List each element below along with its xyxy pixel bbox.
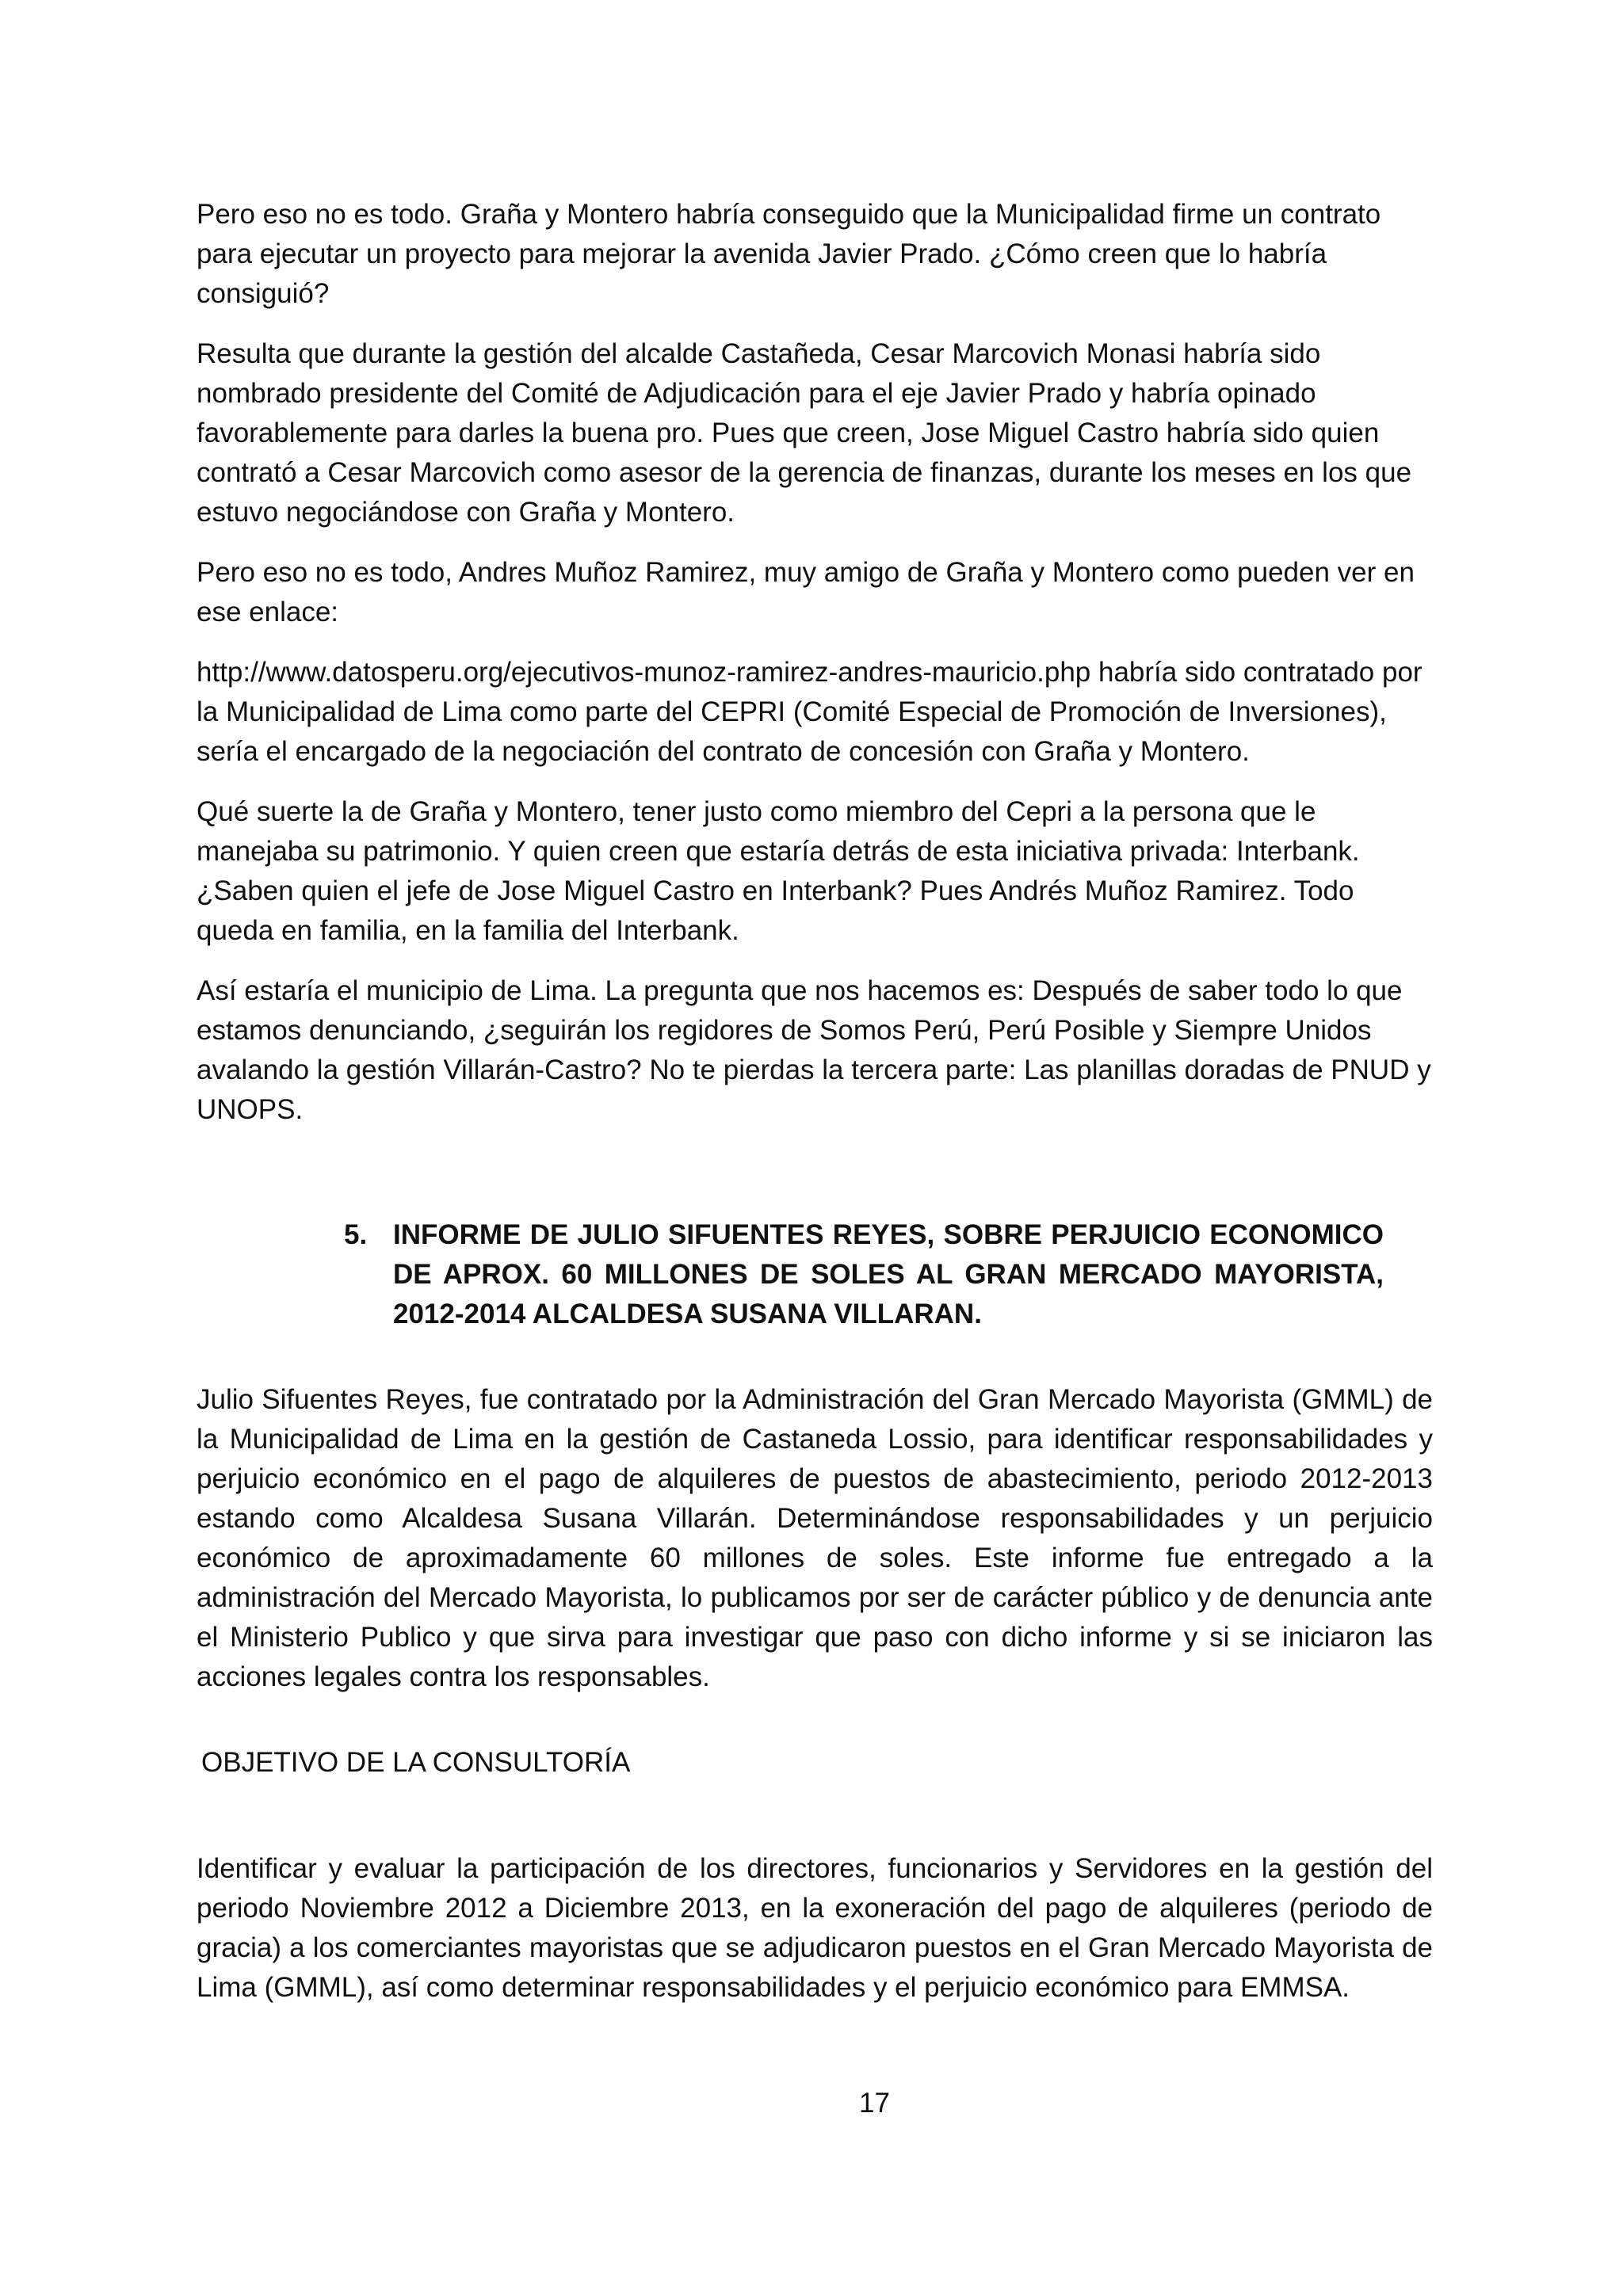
section-label-objetivo: OBJETIVO DE LA CONSULTORÍA (201, 1747, 631, 1778)
paragraph-report: Julio Sifuentes Reyes, fue contratado por la Administración del Gran Mercado Mayorista (GMML) de la Municipalidad de Lima en la gestión de Castaneda Lossio, para identificar responsabilidades y perjuicio económico en el pago de alquileres de puestos de abastecimiento, periodo 2012-2013 estando como Alcaldesa Susana Villarán. Determinándose responsabilidades y un perjuicio económico de aproximadamente 60 millones de soles. Este informe fue entregado a la administración del Mercado Mayorista, lo publicamos por ser de carácter público y de denuncia ante el Ministerio Publico y que sirva para investigar que paso con dicho informe y si se iniciaron las acciones legales contra los responsables. (197, 1384, 1433, 1692)
page-number: 17 (859, 2088, 890, 2119)
paragraph-contract: Pero eso no es todo. Graña y Montero habría conseguido que la Municipalidad firme un contrato para ejecutar un proyecto para mejorar la avenida Javier Prado. ¿Cómo creen que lo habría consiguió? (197, 199, 1381, 309)
document-page (197, 195, 1433, 2028)
paragraph-marcovich: Resulta que durante la gestión del alcalde Castañeda, Cesar Marcovich Monasi habría sido nombrado presidente del Comité de Adjudicación para el eje Javier Prado y habría opinado favorablemente para darles la buena pro. Pues que creen, Jose Miguel Castro habría sido quien contrató a Cesar Marcovich como asesor de la gerencia de finanzas, durante los meses en los que estuvo negociándose con Graña y Montero. (197, 338, 1412, 528)
paragraph-municipio: Así estaría el municipio de Lima. La pregunta que nos hacemos es: Después de saber todo lo que estamos denunciando, ¿seguirán los regidores de Somos Perú, Perú Posible y Siempre Unidos avalando la gestión Villarán-Castro? No te pierdas la tercera parte: Las planillas doradas de PNUD y UNOPS. (197, 975, 1431, 1125)
paragraph-munoz: Pero eso no es todo, Andres Muñoz Ramirez, muy amigo de Graña y Montero como pueden ver en ese enlace: (197, 557, 1415, 627)
paragraph-cepri: Qué suerte la de Graña y Montero, tener justo como miembro del Cepri a la persona que le manejaba su patrimonio. Y quien creen que estaría detrás de esta iniciativa privada: Interbank. ¿Saben quien el jefe de Jose Miguel Castro en Interbank? Pues Andrés Muñoz Ramirez. Todo queda en familia, en la familia del Interbank. (197, 796, 1360, 946)
section-heading (344, 1215, 1384, 1334)
heading-text: INFORME DE JULIO SIFUENTES REYES, SOBRE PERJUICIO ECONOMICO DE APROX. 60 MILLONES DE SOLES AL GRAN MERCADO MAYORISTA, 2012-2014 ALCALDESA SUSANA VILLARAN. (393, 1219, 1384, 1329)
paragraph-link: http://www.datosperu.org/ejecutivos-munoz-ramirez-andres-mauricio.php habría sido contratado por la Municipalidad de Lima como parte del CEPRI (Comité Especial de Promoción de Inversiones), sería el encargado de la negociación del contrato de concesión con Graña y Montero. (197, 657, 1423, 767)
paragraph-objective: Identificar y evaluar la participación de los directores, funcionarios y Servidores en la gestión del periodo Noviembre 2012 a Diciembre 2013, en la exoneración del pago de alquileres (periodo de gracia) a los comerciantes mayoristas que se adjudicaron puestos en el Gran Mercado Mayorista de Lima (GMML), así como determinar responsabilidades y el perjuicio económico para EMMSA. (197, 1853, 1433, 2003)
heading-number: 5. (344, 1219, 368, 1250)
